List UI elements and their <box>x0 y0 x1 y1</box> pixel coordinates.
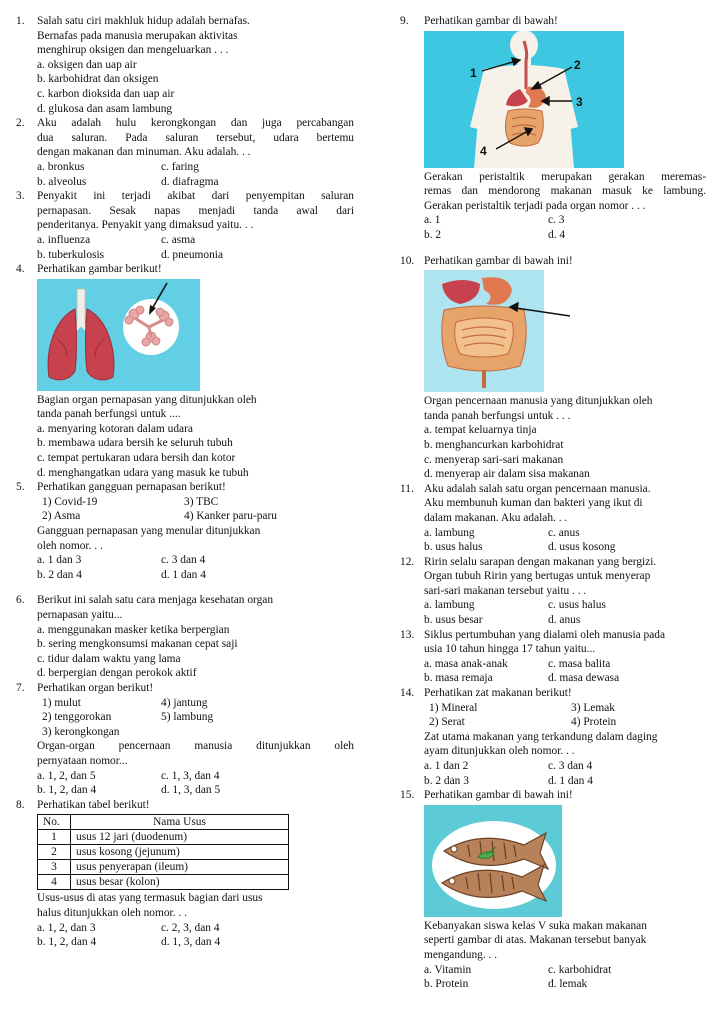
question-text: pernapasan yaitu... <box>37 609 123 621</box>
question-text: Gerakan peristaltik merupakan gerakan meremas- <box>424 170 706 183</box>
option-a[interactable]: a. oksigen dan uap air <box>37 58 137 71</box>
question-text: Aku adalah salah satu organ pencernaan manusia. <box>424 482 651 495</box>
option-b[interactable]: b. menghancurkan karbohidrat <box>424 438 564 451</box>
table-row <box>38 875 289 890</box>
option-d[interactable]: d. masa dewasa <box>548 672 620 685</box>
option-a[interactable]: a. Vitamin <box>424 963 472 976</box>
item-2: 2) Serat <box>429 716 465 729</box>
option-a[interactable]: a. lambung <box>424 526 475 539</box>
option-a[interactable]: a. lambung <box>424 599 475 612</box>
question-number: 3. <box>16 190 25 203</box>
question-text: pernapasan. Sesak napas menjadi tanda awal dari <box>37 204 354 217</box>
option-c[interactable]: c. karbohidrat <box>548 963 612 976</box>
option-d[interactable]: d. usus kosong <box>548 541 616 554</box>
question-2 <box>16 116 354 189</box>
lungs-illustration <box>37 279 200 391</box>
option-d[interactable]: d. berpergian dengan perokok aktif <box>37 667 197 680</box>
question-number: 11. <box>400 482 414 495</box>
option-c[interactable]: c. faring <box>161 160 199 173</box>
table-cell: usus kosong (jejunum) <box>71 845 289 860</box>
table-row <box>38 830 289 845</box>
option-b[interactable]: b. tuberkulosis <box>37 248 105 261</box>
label-1: 1 <box>470 65 477 80</box>
question-text: penderitanya. Penyakit yang dimaksud yaitu. . . <box>37 219 254 232</box>
digestive-organs-illustration <box>424 270 572 392</box>
column-header-no: No. <box>38 815 71 830</box>
option-d[interactable]: d. 1, 3, dan 4 <box>161 936 221 949</box>
option-c[interactable]: c. 3 dan 4 <box>161 554 206 567</box>
column-header-name: Nama Usus <box>71 815 289 830</box>
question-9 <box>400 14 706 243</box>
table-cell: 1 <box>38 830 71 845</box>
label-2: 2 <box>574 57 581 72</box>
question-text: Ririn selalu sarapan dengan makanan yang bergizi. <box>424 555 657 568</box>
option-b[interactable]: b. alveolus <box>37 175 87 188</box>
intestine-figure <box>424 270 544 392</box>
fried-fish-illustration <box>424 805 562 917</box>
question-text: Penyakit ini terjadi akibat dari penyempitan saluran <box>37 190 354 203</box>
table-cell: 3 <box>38 860 71 875</box>
question-intro: Perhatikan tabel berikut! <box>37 798 150 811</box>
item-5: 5) lambung <box>161 711 214 724</box>
question-intro: Perhatikan gambar di bawah ini! <box>424 789 573 802</box>
option-d[interactable]: d. lemak <box>548 978 588 991</box>
question-text: Gangguan pernapasan yang menular ditunjukkan <box>37 525 261 538</box>
item-2: 2) tenggorokan <box>42 711 112 724</box>
question-number: 1. <box>16 15 25 27</box>
option-d[interactable]: d. diafragma <box>161 175 219 188</box>
item-3: 3) kerongkongan <box>42 725 120 738</box>
question-intro: Perhatikan zat makanan berikut! <box>424 687 572 700</box>
table-cell: usus 12 jari (duodenum) <box>71 830 289 845</box>
question-text: dengan makanan dan minuman. Aku adalah. . . <box>37 146 251 159</box>
option-d[interactable]: d. menghangatkan udara yang masuk ke tubuh <box>37 466 249 479</box>
table-row <box>38 860 289 875</box>
question-number: 14. <box>400 687 415 700</box>
question-text: ayam ditunjukkan oleh nomor. . . <box>424 745 575 758</box>
intestine-table <box>37 814 289 890</box>
question-1 <box>16 14 354 116</box>
question-7 <box>16 681 354 798</box>
question-6 <box>16 593 354 681</box>
question-text: Salah satu ciri makhluk hidup adalah bernafas. <box>37 15 250 27</box>
question-text: Aku adalah hulu kerongkongan dan juga percabangan <box>37 117 354 130</box>
label-3: 3 <box>576 94 583 109</box>
question-number: 7. <box>16 681 25 694</box>
question-text: seperti gambar di atas. Makanan tersebut banyak <box>424 934 647 947</box>
option-d[interactable]: d. glukosa dan asam lambung <box>37 102 173 115</box>
question-number: 2. <box>16 117 25 130</box>
option-b[interactable]: b. karbohidrat dan oksigen <box>37 73 159 86</box>
table-cell: 2 <box>38 845 71 860</box>
item-3: 3) TBC <box>184 495 219 508</box>
digestive-figure <box>424 31 624 168</box>
option-c[interactable]: c. usus halus <box>548 599 606 612</box>
left-column <box>16 14 354 950</box>
item-4: 4) jantung <box>161 696 208 709</box>
question-11 <box>400 482 706 555</box>
option-c[interactable]: c. asma <box>161 233 196 246</box>
option-d[interactable]: d. anus <box>548 614 581 627</box>
question-text: menghirup oksigen dan mengeluarkan . . . <box>37 44 229 57</box>
option-b[interactable]: b. 2 <box>424 228 442 241</box>
option-b[interactable]: b. Protein <box>424 978 469 991</box>
option-b[interactable]: b. usus halus <box>424 541 483 554</box>
option-c[interactable]: c. tidur dalam waktu yang lama <box>37 652 181 665</box>
option-a[interactable]: a. 1 <box>424 214 441 227</box>
option-a[interactable]: a. menyaring kotoran dalam udara <box>37 422 193 435</box>
question-text: Berikut ini salah satu cara menjaga kesehatan organ <box>37 594 274 607</box>
option-d[interactable]: d. 1 dan 4 <box>548 774 593 787</box>
option-a[interactable]: a. 1, 2, dan 3 <box>37 921 96 934</box>
option-c[interactable]: c. 1, 3, dan 4 <box>161 769 220 782</box>
question-text: Aku membunuh kuman dan bakteri yang ikut di <box>424 497 643 510</box>
question-text: sari-sari makanan tersebut yaitu . . . <box>424 584 587 597</box>
option-c[interactable]: c. 2, 3, dan 4 <box>161 921 220 934</box>
table-cell: usus penyerapan (ileum) <box>71 860 289 875</box>
item-1: 1) mulut <box>42 696 81 709</box>
question-number: 5. <box>16 481 25 494</box>
question-intro: Perhatikan gambar di bawah! <box>424 15 558 27</box>
question-text: Bagian organ pernapasan yang ditunjukkan oleh <box>37 393 257 406</box>
option-b[interactable]: b. 2 dan 4 <box>37 568 82 581</box>
question-10 <box>400 254 706 482</box>
question-text: Organ pencernaan manusia yang ditunjukkan oleh <box>424 395 653 408</box>
option-c[interactable]: c. 3 dan 4 <box>548 760 593 772</box>
option-a[interactable]: a. bronkus <box>37 160 85 173</box>
option-b[interactable]: b. usus besar <box>424 614 483 627</box>
table-row <box>38 845 289 860</box>
option-a[interactable]: a. 1 dan 3 <box>37 554 82 567</box>
option-d[interactable]: d. menyerap air dalam sisa makanan <box>424 468 590 481</box>
question-text: tanda panah berfungsi untuk . . . <box>424 409 571 422</box>
question-intro: Perhatikan gambar berikut! <box>37 263 162 276</box>
question-text: Organ-organ pencernaan manusia ditunjukkan oleh <box>37 740 354 753</box>
question-number: 4. <box>16 263 25 276</box>
question-number: 6. <box>16 594 25 607</box>
option-a[interactable]: a. 1, 2, dan 5 <box>37 769 96 782</box>
item-4: 4) Protein <box>571 716 617 729</box>
option-c[interactable]: c. 3 <box>548 214 565 227</box>
option-c[interactable]: c. anus <box>548 526 580 539</box>
right-column <box>400 14 706 992</box>
option-a[interactable]: a. tempat keluarnya tinja <box>424 424 537 437</box>
item-2: 2) Asma <box>42 510 81 523</box>
question-5 <box>16 480 354 582</box>
question-15 <box>400 788 706 992</box>
question-number: 9. <box>400 15 409 27</box>
question-text: oleh nomor. . . <box>37 539 103 552</box>
option-d[interactable]: d. 4 <box>548 228 566 241</box>
question-text: Zat utama makanan yang terkandung dalam daging <box>424 730 658 743</box>
label-4: 4 <box>480 143 487 158</box>
question-text: remas dan mendorong makanan masuk ke lambung. <box>424 185 706 198</box>
item-3: 3) Lemak <box>571 701 615 714</box>
question-14 <box>400 686 706 788</box>
question-number: 10. <box>400 254 415 267</box>
question-intro: Perhatikan organ berikut! <box>37 681 154 694</box>
question-number: 12. <box>400 555 415 568</box>
item-1: 1) Covid-19 <box>42 495 98 508</box>
table-cell: 4 <box>38 875 71 890</box>
question-number: 15. <box>400 789 415 802</box>
digestive-system-illustration <box>424 31 624 168</box>
question-3 <box>16 189 354 262</box>
option-c[interactable]: c. menyerap sari-sari makanan <box>424 453 564 466</box>
question-text: Bernafas pada manusia merupakan aktivitas <box>37 29 238 42</box>
question-4 <box>16 262 354 480</box>
option-b[interactable]: b. 2 dan 3 <box>424 774 469 787</box>
lungs-figure <box>37 279 200 391</box>
option-c[interactable]: c. tempat pertukaran udara bersih dan kotor <box>37 452 236 465</box>
question-text: Siklus pertumbuhan yang dialami oleh manusia pada <box>424 628 666 641</box>
question-8 <box>16 798 354 950</box>
option-b[interactable]: b. 1, 2, dan 4 <box>37 784 97 797</box>
question-text: Kebanyakan siswa kelas V suka makan makanan <box>424 919 647 932</box>
item-4: 4) Kanker paru-paru <box>184 510 277 523</box>
question-13 <box>400 628 706 686</box>
question-text: Usus-usus di atas yang termasuk bagian dari usus <box>37 892 263 905</box>
option-b[interactable]: b. 1, 2, dan 4 <box>37 936 97 949</box>
table-header <box>38 815 289 830</box>
question-text: halus ditunjukkan oleh nomor. . . <box>37 906 187 919</box>
option-a[interactable]: a. influenza <box>37 233 91 246</box>
option-c[interactable]: c. masa balita <box>548 657 611 670</box>
item-1: 1) Mineral <box>429 701 478 714</box>
option-c[interactable]: c. karbon dioksida dan uap air <box>37 87 175 100</box>
option-b[interactable]: b. membawa udara bersih ke seluruh tubuh <box>37 437 233 450</box>
option-b[interactable]: b. masa remaja <box>424 672 493 685</box>
question-text: pernyataan nomor... <box>37 754 128 767</box>
question-intro: Perhatikan gambar di bawah ini! <box>424 254 573 267</box>
question-text: tanda panah berfungsi untuk .... <box>37 408 181 421</box>
question-text: Organ tubuh Ririn yang bertugas untuk menyerap <box>424 570 651 583</box>
option-d[interactable]: d. pneumonia <box>161 248 224 261</box>
option-a[interactable]: a. menggunakan masker ketika berpergian <box>37 623 230 636</box>
question-intro: Perhatikan gangguan pernapasan berikut! <box>37 481 226 494</box>
question-text: usia 10 tahun hingga 17 tahun yaitu... <box>424 643 596 656</box>
question-text: Gerakan peristaltik terjadi pada organ nomor . . . <box>424 199 646 212</box>
option-d[interactable]: d. 1 dan 4 <box>161 568 206 581</box>
question-text: mengandung. . . <box>424 948 498 961</box>
question-text: dua saluran. Pada saluran tersebut, udara bertemu <box>37 131 354 144</box>
table-cell: usus besar (kolon) <box>71 875 289 890</box>
option-b[interactable]: b. sering mengkonsumsi makanan cepat saji <box>37 638 238 651</box>
question-number: 8. <box>16 798 25 811</box>
fish-figure <box>424 805 562 917</box>
question-text: dalam makanan. Aku adalah. . . <box>424 511 568 524</box>
question-12 <box>400 555 706 628</box>
option-a[interactable]: a. masa anak-anak <box>424 657 508 670</box>
option-d[interactable]: d. 1, 3, dan 5 <box>161 784 221 797</box>
question-number: 13. <box>400 628 415 641</box>
option-a[interactable]: a. 1 dan 2 <box>424 760 469 772</box>
